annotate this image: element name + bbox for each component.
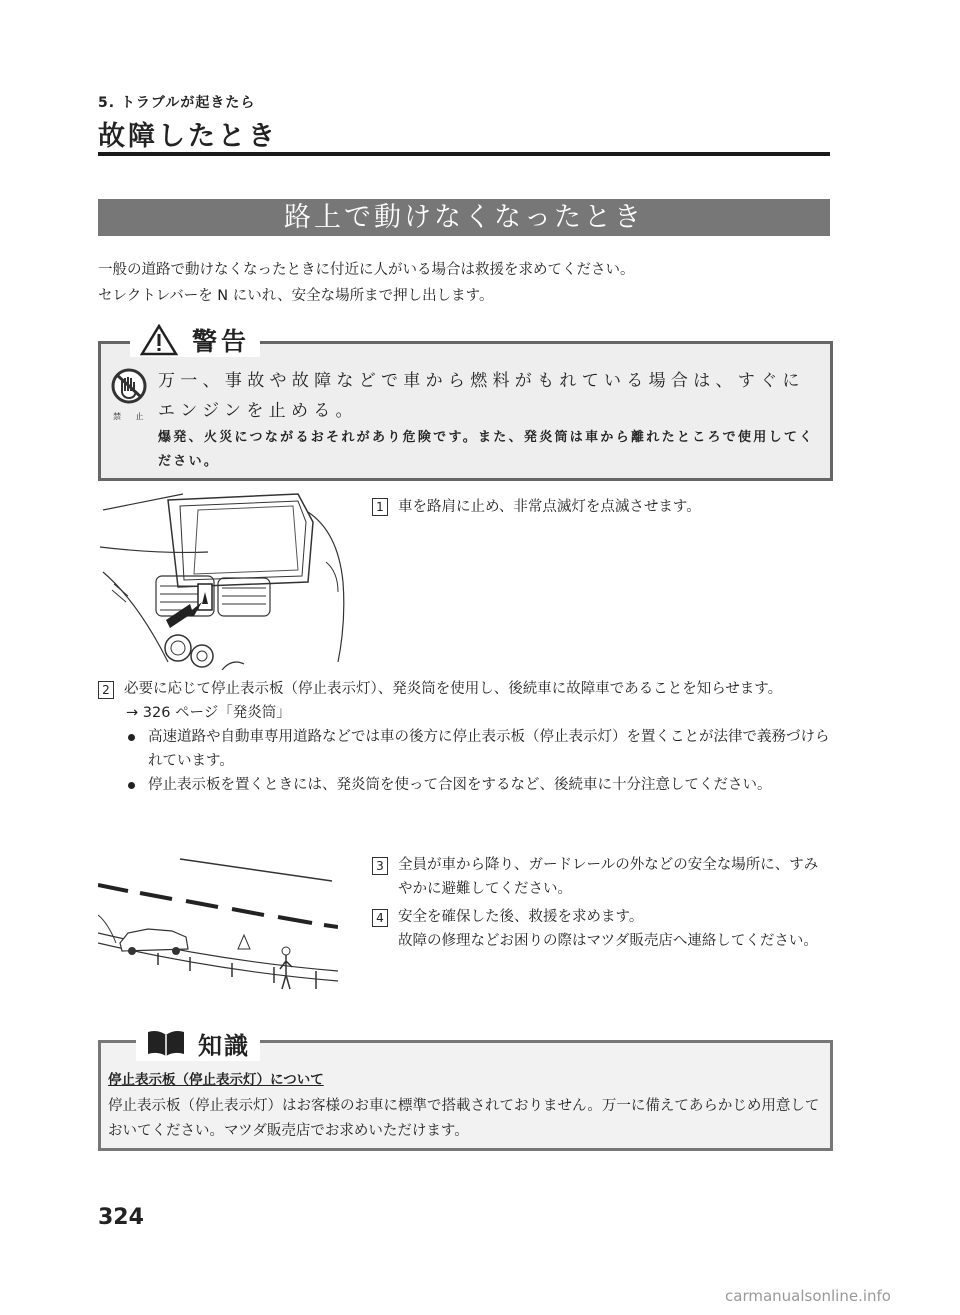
step-text: 全員が車から降り、ガードレールの外などの安全な場所に、すみやかに避難してください。 (398, 857, 819, 897)
cross-reference: → 326 ページ「発炎筒」 (126, 705, 291, 721)
step-text: 故障の修理などお困りの際はマツダ販売店へ連絡してください。 (398, 933, 818, 949)
prohibition-label: 禁 止 (113, 412, 150, 421)
page-title: 故障したとき (98, 121, 278, 152)
warning-main-text: 万一、事故や故障などで車から燃料がもれている場合は、すぐにエンジンを止める。 (158, 371, 805, 421)
bullet-item (98, 773, 830, 797)
warning-sub-text: 爆発、火災につながるおそれがあり危険です。また、発炎筒は車から離れたところで使用してください。 (158, 430, 815, 469)
step-text: 車を路肩に止め、非常点滅灯を点滅させます。 (398, 499, 701, 515)
info-header (136, 1025, 260, 1061)
step-number: 1 (372, 498, 388, 516)
step-2 (98, 677, 830, 797)
step-1 (372, 495, 701, 519)
info-title: 知識 (198, 1031, 250, 1060)
intro-line: セレクトレバーを N にいれ、安全な場所まで押し出します。 (98, 288, 494, 304)
step-number: 3 (372, 857, 388, 875)
section-banner: 路上で動けなくなったとき (98, 199, 830, 236)
bullet-text: 停止表示板を置くときには、発炎筒を使って合図をするなど、後続車に十分注意してください。 (148, 777, 772, 793)
info-heading: 停止表示板（停止表示灯）について (108, 1072, 324, 1088)
roadside-evacuation-illustration (98, 853, 338, 993)
title-rule (98, 152, 830, 156)
dashboard-hazard-illustration (98, 492, 360, 670)
step-4 (372, 905, 830, 953)
step-text: 安全を確保した後、救援を求めます。 (398, 909, 644, 925)
intro-line: 一般の道路で動けなくなったときに付近に人がいる場合は救援を求めてください。 (98, 262, 635, 278)
book-icon (146, 1029, 186, 1057)
bullet-icon (128, 782, 135, 789)
bullet-item (98, 725, 830, 773)
watermark: carmanualsonline.info (725, 1287, 891, 1305)
section-label: 5. トラブルが起きたら (98, 95, 256, 111)
warning-title: 警告 (192, 327, 251, 356)
bullet-text: 高速道路や自動車専用道路などでは車の後方に停止表示板（停止表示灯）を置くことが法律で義務づけられています。 (148, 729, 830, 769)
page-number: 324 (98, 1205, 144, 1230)
warning-header (130, 323, 260, 357)
intro-text (98, 257, 635, 309)
bullet-icon (128, 734, 135, 741)
prohibition-hand-icon (110, 367, 148, 409)
step-3 (372, 853, 830, 901)
info-body: 停止表示板（停止表示灯）はお客様のお車に標準で搭載されておりません。万一に備えてあらかじめ用意しておいてください。マツダ販売店でお求めいただけます。 (108, 1098, 820, 1139)
step-text: 必要に応じて停止表示板（停止表示灯）、発炎筒を使用し、後続車に故障車であることを知らせます。 (124, 681, 783, 697)
step-number: 4 (372, 909, 388, 927)
step-number: 2 (98, 681, 114, 699)
warning-triangle-icon (140, 324, 178, 356)
